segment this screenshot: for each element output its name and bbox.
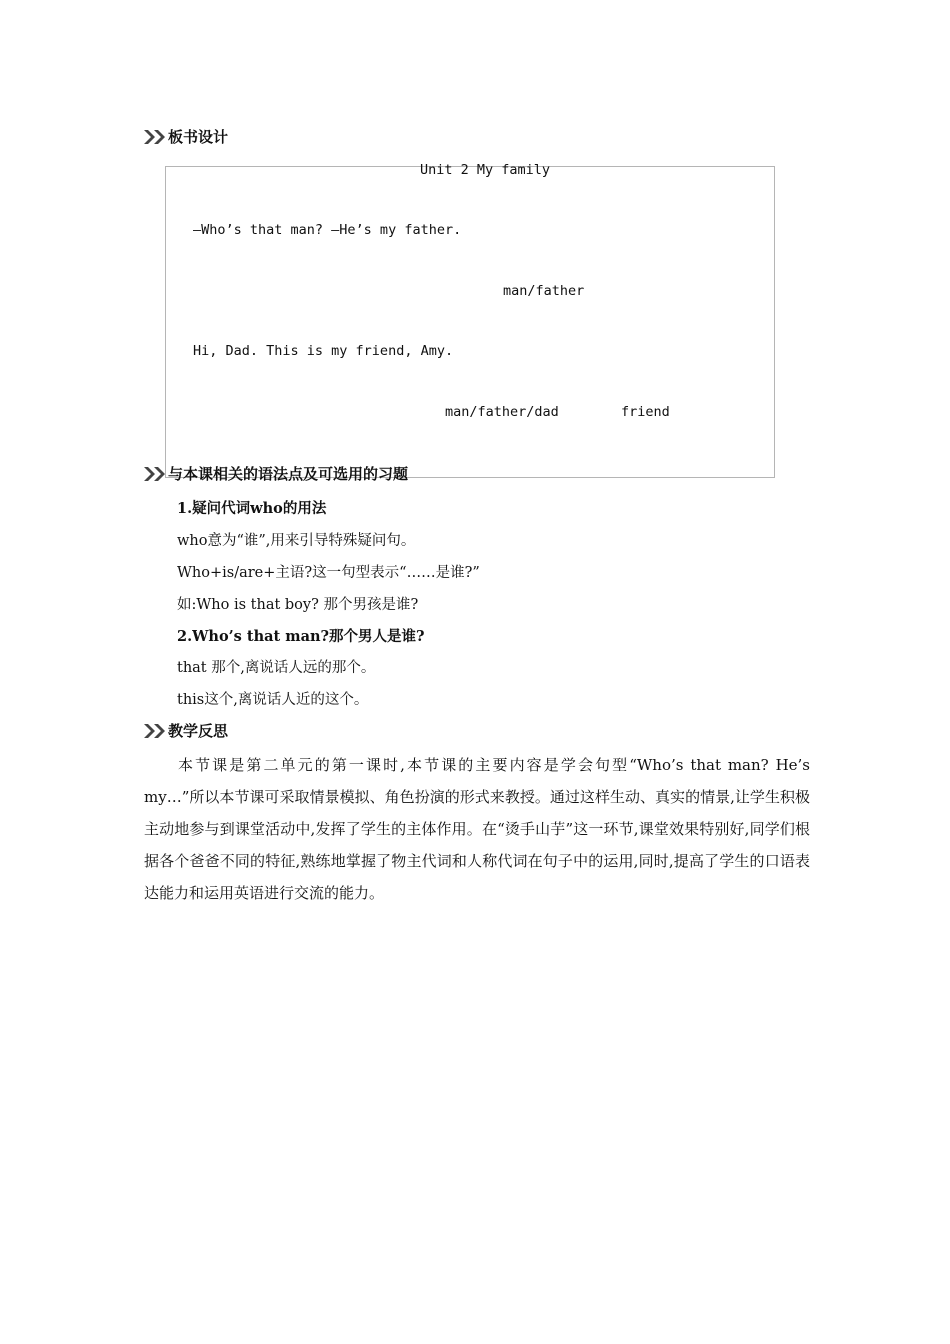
reflection-paragraph: 本节课是第二单元的第一课时,本节课的主要内容是学会句型“Who’s that man? He’s my…”所以本节课可采取情景模拟、角色扮演的形式来教授。通过这样生动、真实的情景,让学生积极主动地参与到课堂活动中,发挥了学生的主体作用。在“烫手山芋”这一环节,课堂效果特别好,同学们根据各个爸爸不同的特征,熟练地掌握了物主代词和人称代词在句子中的运用,同时,提高了学生的口语表达能力和运用英语进行交流的能力。 (144, 756, 810, 902)
grammar-point-1-line-2: Who+is/are+主语?这一句型表示“……是谁?” (177, 565, 480, 581)
double-chevron-icon (143, 723, 167, 739)
blackboard-design-box (165, 166, 775, 478)
grammar-point-1-line-1: who意为“谁”,用来引导特殊疑问句。 (177, 533, 416, 549)
board-dialogue-line: —Who’s that man? —He’s my father. (193, 222, 462, 238)
section-heading-text: 教学反思 (168, 722, 229, 740)
grammar-point-2-line-1: that 那个,离说话人远的那个。 (177, 660, 376, 676)
section-heading-text: 板书设计 (168, 128, 229, 146)
grammar-point-2-line-2: this这个,离说话人近的这个。 (177, 692, 369, 708)
section-heading-grammar (143, 463, 408, 484)
grammar-point-1-title: 1.疑问代词who的用法 (177, 500, 327, 517)
section-heading-reflection (143, 720, 228, 741)
section-heading-text: 与本课相关的语法点及可选用的习题 (168, 465, 409, 483)
board-vocab-2: man/father/dad (445, 404, 559, 420)
double-chevron-icon (143, 466, 167, 482)
grammar-point-1-line-3: 如:Who is that boy? 那个男孩是谁? (177, 597, 419, 613)
board-vocab-3: friend (621, 404, 670, 420)
board-title: Unit 2 My family (420, 162, 551, 178)
board-vocab-1: man/father (503, 283, 585, 299)
double-chevron-icon (143, 129, 167, 145)
grammar-point-2-title: 2.Who’s that man?那个男人是谁? (177, 628, 425, 645)
board-sentence-line: Hi, Dad. This is my friend, Amy. (193, 343, 454, 359)
section-heading-board (143, 126, 228, 147)
